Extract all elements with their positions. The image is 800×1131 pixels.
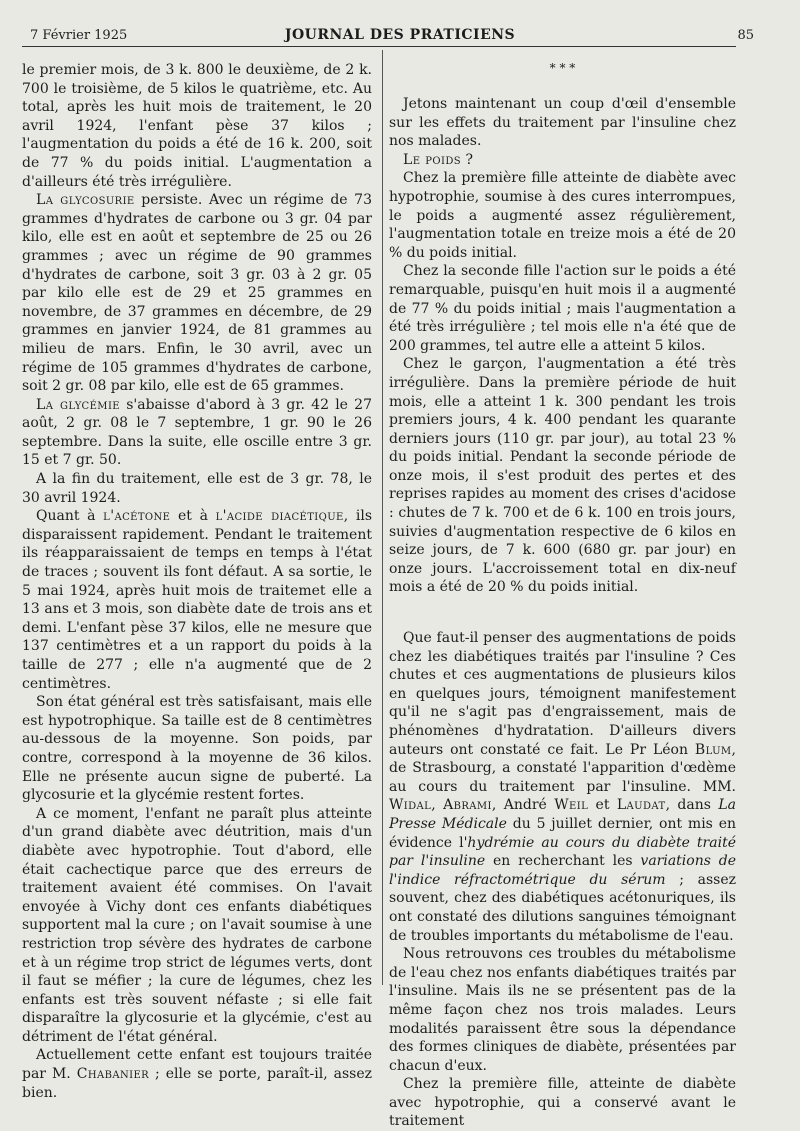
label-le-poids: Le poids — [403, 151, 461, 168]
paragraph-glycemie — [22, 396, 372, 470]
text-r6-b: , de Strasbourg, a constaté l'apparition d'œdème au cours du traitement par l'insuline. MM. — [389, 741, 736, 795]
paragraph-diabete-hypotrophie: A ce moment, l'enfant ne paraît plus atteinte d'un grand diabète avec déutrition, mais d'un diabète avec hypotrophie. Tout d'abord, elle était cachectique parce que des erreurs de traitement avaient été commises. On l'avait envoyée à Vichy dont ces enfants diabétiques supportent mal la cure ; on l'avait soumise à une restriction trop sévère des hydrates de carbone et à un régime trop strict de légumes verts, dont il faut se méfier ; la cure de légumes, chez les enfants est très souvent néfaste ; si elle fait disparaître la glycosurie et la glycémie, c'est au détriment de l'état général. — [22, 805, 372, 1045]
text-acetone-c: , ils disparaissent rapidement. Pendant le traitement ils réapparaissaient de temps en temps à l'état de traces ; souvent ils font défaut. A sa sortie, le 5 mai 1924, après huit mois de traitemet elle a 13 ans et 3 mois, son diabète date de trois ans et demi. L'enfant pèse 37 kilos, elle ne mesure que 137 centimètres et a un rapport du poids à la taille de 277 ; elle n'a augmenté que de 2 centimètres. — [22, 508, 373, 692]
paragraph-glycosurie — [22, 191, 372, 396]
paragraph-chez-la-premiere: Chez la première fille, atteinte de diabète avec hypotrophie, qui a conservé avant le traitement — [389, 1076, 736, 1130]
text-r6-c: , — [431, 797, 444, 814]
paragraph-etat-general: Son état général est très satisfaisant, mais elle est hypotrophique. Sa taille est de 8 centimètres au-dessous de la moyenne. Son poids, par contre, correspond à la moyenne de 36 kilos. Elle ne présente aucun signe de puberté. La glycosurie et la glycémie restent fortes. — [22, 694, 372, 804]
text-glycemie: s'abaisse d'abord à 3 gr. 42 le 27 août, 2 gr. 08 le 7 septembre, 1 gr. 90 le 26 septembre. Dans la suite, elle oscille entre 3 gr. 15 et 7 gr. 50. — [22, 396, 372, 469]
text-actuellement-b: ; elle se porte, paraît-il, assez bien. — [22, 1066, 372, 1101]
paragraph-garcon: Chez le garçon, l'augmentation a été très irrégulière. Dans la première période de huit mois, elle a atteint 1 k. 300 pendant les trois premiers jours, 4 k. 400 pendant les quarante derniers jours (110 gr. par jour), au total 23 % du poids initial. Pendant la seconde période de onze mois, il s'est produit des pertes et des reprises rapides au moment des crises d'acidose : chutes de 7 k. 700 et de 6 k. 100 en trois jours, suivies d'augmentation respective de 6 kilos en seize jours, de 7 k. 600 (680 gr. par jour) en onze jours. L'accroissement total en dix-neuf mois a été de 20 % du poids initial. — [389, 356, 736, 596]
name-widal: Widal — [389, 797, 432, 814]
label-glycemie: La glycémie — [36, 396, 120, 413]
paragraph-end-treatment: A la fin du traitement, elle est de 3 gr. 78, le 30 avril 1924. — [22, 471, 372, 506]
name-chabanier: Chabanier — [76, 1066, 150, 1083]
right-column — [389, 61, 736, 1131]
paragraph-premiere-fille: Chez la première fille atteinte de diabète avec hypotrophie, soumise à des cures interrompues, le poids a augmenté assez régulièrement, l'augmentation totale en treize mois a été de 20 % du poids initial. — [389, 170, 736, 261]
paragraph-actuellement — [22, 1046, 372, 1102]
header-date: 7 Février 1925 — [30, 28, 128, 43]
name-blum: Blum — [694, 741, 732, 758]
journal-title: JOURNAL DES PRATICIENS — [284, 27, 516, 43]
label-acide-diacetique: l'acide diacétique — [215, 508, 344, 525]
name-laudat: Laudat — [616, 797, 666, 814]
paragraph-jetons: Jetons maintenant un coup d'œil d'ensemble sur les effets du traitement par l'insuline chez nos malades. — [389, 96, 736, 150]
text-r6-d: , André — [491, 797, 555, 814]
column-divider — [382, 50, 383, 985]
text-glycosurie: persiste. Avec un régime de 73 grammes d'hydrates de carbone ou 3 gr. 04 par kilo, elle est en août et septembre de 25 ou 26 grammes ; avec un régime de 90 grammes d'hydrates de carbone, soit 3 gr. 03 à 2 gr. 05 par kilo elle est de 29 et 25 grammes en novembre, de 37 grammes en décembre, de 29 grammes en janvier 1924, de 81 grammes au milieu de mars. Enfin, le 30 avril, avec un régime de 105 grammes d'hydrates de carbone, soit 2 gr. 08 par kilo, elle est de 65 grammes. — [22, 192, 372, 395]
label-glycosurie: La glycosurie — [36, 192, 135, 209]
section-asterism: * * * — [549, 61, 576, 75]
text-acetone-b: et à — [170, 508, 216, 525]
term-indice-refractometrique: variations de l'indice réfractométrique du sérum — [389, 853, 736, 888]
title-presse-medicale: La Presse Médicale — [389, 797, 736, 832]
term-hydremie: hydrémie au cours du diabète traité par l'insuline — [389, 834, 736, 870]
paragraph-nous-retrouvons: Nous retrouvons ces troubles du métabolisme de l'eau chez nos enfants diabétiques traités par l'insuline. Mais ils ne se présentent pas de la même façon chez nos trois malades. Leurs modalités paraissent être sous la dépendance des formes cliniques de diabète, présentées par chacun d'eux. — [389, 946, 736, 1074]
section-gap — [389, 597, 736, 629]
text-le-poids: ? — [461, 151, 473, 168]
text-r6-e: et — [588, 797, 617, 814]
header-rule — [22, 46, 736, 47]
text-r6-f: , dans — [665, 797, 719, 814]
paragraph-weight-gain: le premier mois, de 3 k. 800 le deuxième, de 2 k. 700 le troisième, de 5 kilos le quatrième, etc. Au total, après les huit mois de traitement, le 20 avril 1924, l'enfant pèse 37 kilos ; l'augmentation du poids a été de 16 k. 200, soit de 77 % du poids initial. L'augmentation a d'ailleurs été très irrégulière. — [22, 62, 372, 190]
paragraph-le-poids — [389, 151, 736, 170]
name-weil: Weil — [554, 797, 589, 814]
paragraph-acetone — [22, 507, 372, 693]
text-actuellement-a: Actuellement cette enfant est toujours traitée par M. — [22, 1047, 372, 1083]
paragraph-seconde-fille: Chez la seconde fille l'action sur le poids a été remarquable, puisqu'en huit mois il a augmenté de 77 % du poids initial ; mais l'augmentation a été très irrégulière ; tel mois elle n'a été que de 200 grammes, tel autre elle a atteint 5 kilos. — [389, 263, 736, 354]
text-r6-i: ; assez souvent, chez des diabétiques acétonuriques, ils ont constaté des dilutions sanguines témoignant de troubles importants du métabolisme de l'eau. — [389, 871, 737, 944]
label-acetone: l'acétone — [103, 508, 171, 525]
paragraph-que-faut-il — [389, 629, 736, 945]
left-column — [22, 61, 372, 1102]
page-header — [0, 24, 800, 46]
name-abrami: Abrami — [443, 797, 492, 814]
text-r6-h: en recherchant les — [485, 853, 641, 870]
text-acetone-a: Quant à — [36, 508, 104, 525]
text-r6-a: Que faut-il penser des augmentations de poids chez les diabétiques traités par l'insuline ? Ces chutes et ces augmentations de plusieurs kilos en quelques jours, témoignent manifestement qu'il ne s'agit pas d'engraissement, mais de phénomènes d'hydratation. D'ailleurs divers auteurs ont constaté ce fait. Le Pr Léon — [389, 630, 736, 758]
page-number: 85 — [737, 28, 754, 43]
text-r6-g: du 5 juillet dernier, ont mis en évidence l' — [389, 815, 736, 851]
